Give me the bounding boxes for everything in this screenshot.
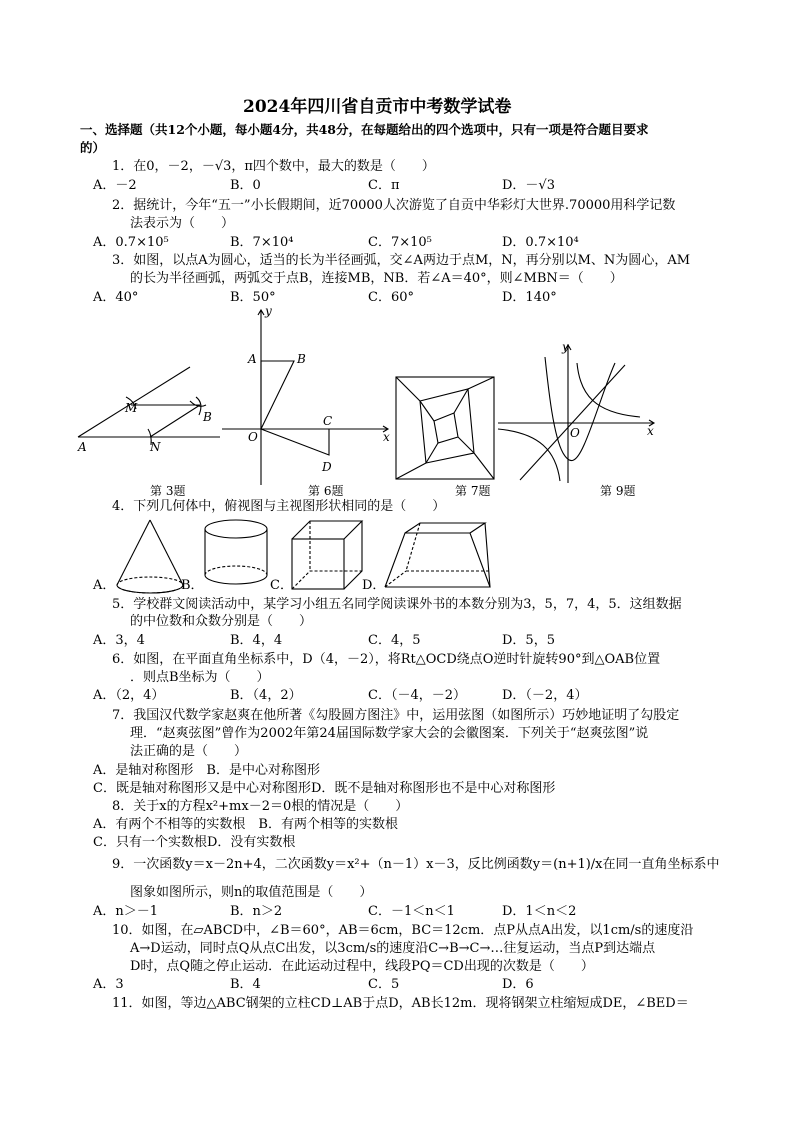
q1-option-b: B．0: [230, 178, 261, 193]
cylinder-solid: [205, 520, 267, 584]
q7-options-cd: C．既是轴对称图形又是中心对称图形D．既不是轴对称图形也不是中心对称图形: [93, 781, 556, 796]
q3-stem-line2: 的长为半径画弧，两弧交于点B，连接MB，NB．若∠A＝40°，则∠MBN＝（ ）: [130, 271, 623, 286]
q6-option-d: D．（－2，4）: [502, 688, 588, 703]
fig6-label-o: O: [248, 430, 258, 444]
q3-option-c: C．60°: [368, 290, 414, 305]
q3-option-a: A．40°: [93, 290, 139, 305]
q6-stem-line1: 6．如图，在平面直角坐标系中，D（4，－2），将Rt△OCD绕点O逆时针旋转90°到△OAB位置: [112, 652, 661, 667]
q10-stem-line2: A→D运动，同时点Q从点C出发，以3cm/s的速度沿C→B→C→…往复运动，当点P到达端点: [130, 941, 656, 956]
fig9-caption: 第 9题: [600, 484, 636, 498]
q7-stem-line2: 理．“赵爽弦图”曾作为2002年第24届国际数学家大会的会徽图案．下列关于“赵爽弦图”说: [130, 726, 649, 741]
q7-options-ab: A．是轴对称图形 B．是中心对称图形: [93, 763, 320, 778]
q10-option-c: C．5: [368, 977, 400, 992]
q4-option-b: B．: [181, 578, 204, 593]
fig3-label-b: B: [203, 410, 212, 424]
q4-option-d: D．: [362, 578, 386, 593]
q6-stem-line2: ．则点B坐标为（ ）: [130, 670, 270, 685]
exam-title: 2024年四川省自贡市中考数学试卷: [243, 97, 512, 117]
q2-option-b: B．7×10⁴: [230, 235, 294, 250]
q4-option-c: C．: [270, 578, 293, 593]
q4-option-a: A．: [93, 578, 116, 593]
q1-option-a: A．－2: [93, 178, 137, 193]
section-heading: 一、选择题（共12个小题，每小题4分，共48分，在每题给出的四个选项中，只有一项是符合题目要求: [80, 122, 649, 137]
fig6-label-y: y: [265, 304, 272, 318]
q10-option-d: D．6: [502, 977, 534, 992]
fig6-caption: 第 6题: [308, 484, 344, 498]
fig9-label-o: O: [570, 426, 580, 440]
q9-option-d: D．1＜n＜2: [502, 904, 577, 919]
q10-option-b: B．4: [230, 977, 261, 992]
fig3-label-m: M: [125, 401, 138, 415]
q8-options-ab: A．有两个不相等的实数根 B．有两个相等的实数根: [93, 817, 398, 832]
q2-option-d: D．0.7×10⁴: [502, 235, 579, 250]
q3-option-d: D．140°: [502, 290, 557, 305]
fig6-label-x: x: [383, 430, 390, 444]
q8-options-cd: C．只有一个实数根D．没有实数根: [93, 835, 296, 850]
q2-stem-line1: 2．据统计，今年“五一”小长假期间，近70000人次游览了自贡中华彩灯大世界.70000用科学记数: [112, 198, 676, 213]
q2-option-c: C．7×10⁵: [368, 235, 432, 250]
q4-stem: 4．下列几何体中，俯视图与主视图形状相同的是（ ）: [112, 499, 446, 514]
figure-3: [77, 367, 220, 498]
q1-option-c: C．π: [368, 178, 400, 193]
q9-stem-line1: 9．一次函数y＝x－2n+4，二次函数y＝x²+（n－1）x－3，反比例函数y＝(n+1)/x在同一直角坐标系中: [112, 857, 720, 872]
q6-option-b: B．（4，2）: [230, 688, 302, 703]
q10-stem-line1: 10．如图，在▱ABCD中，∠B＝60°，AB＝6cm，BC＝12cm．点P从点A出发，以1cm/s的速度沿: [112, 923, 694, 938]
q7-stem-line3: 法正确的是（ ）: [130, 744, 248, 759]
q9-option-c: C．－1＜n＜1: [368, 904, 455, 919]
q5-option-a: A．3，4: [93, 633, 145, 648]
q2-stem-line2: 法表示为（ ）: [130, 216, 235, 231]
q5-option-c: C．4，5: [368, 633, 421, 648]
q5-option-d: D．5，5: [502, 633, 555, 648]
fig6-label-a: A: [248, 352, 257, 366]
cone-solid: [117, 520, 183, 593]
q5-stem-line2: 的中位数和众数分别是（ ）: [130, 614, 313, 629]
q5-option-b: B．4，4: [230, 633, 283, 648]
fig9-label-x: x: [647, 424, 654, 438]
q1-option-d: D．－√3: [502, 178, 555, 193]
q10-option-a: A．3: [93, 977, 124, 992]
cube-solid: [292, 521, 362, 589]
section-heading-cont: 的）: [80, 140, 106, 155]
q9-option-b: B．n＞2: [230, 904, 283, 919]
q8-stem: 8．关于x的方程x²+mx－2＝0根的情况是（ ）: [112, 799, 409, 814]
fig3-label-a: A: [78, 440, 87, 454]
fig6-label-b: B: [297, 352, 306, 366]
q10-stem-line3: D时，点Q随之停止运动．在此运动过程中，线段PQ＝CD出现的次数是（ ）: [130, 959, 594, 974]
q5-stem-line1: 5．学校群文阅读活动中，某学习小组五名同学阅读课外书的本数分别为3，5，7，4，5．这组数据: [112, 597, 682, 612]
figure-7: [396, 377, 494, 498]
q9-stem-line2: 图象如图所示，则n的取值范围是（ ）: [130, 885, 373, 900]
q11-stem-line1: 11．如图，等边△ABC钢架的立柱CD⊥AB于点D，AB长12m．现将钢架立柱缩短成DE，∠BED＝: [112, 996, 689, 1011]
fig7-caption: 第 7题: [455, 484, 491, 498]
fig3-caption: 第 3题: [150, 484, 186, 498]
q6-option-c: C．（－4，－2）: [368, 688, 466, 703]
fig6-label-c: C: [323, 414, 333, 428]
fig9-label-y: y: [562, 340, 569, 354]
q6-option-a: A．（2，4）: [93, 688, 165, 703]
q3-stem-line1: 3．如图，以点A为圆心，适当的长为半径画弧，交∠A两边于点M，N，再分别以M、N为圆心，AM: [112, 253, 691, 268]
frustum-solid: [385, 523, 490, 587]
figures-row: [0, 305, 794, 505]
figure-9: [498, 340, 654, 498]
q3-option-b: B．50°: [230, 290, 276, 305]
fig6-label-d: D: [322, 460, 332, 474]
q1-stem: 1．在0，－2，－√3，π四个数中，最大的数是（ ）: [112, 159, 435, 174]
fig3-label-n: N: [150, 440, 161, 454]
q2-option-a: A．0.7×10⁵: [93, 235, 169, 250]
q4-solids: [0, 515, 794, 595]
q9-option-a: A．n＞－1: [93, 904, 159, 919]
figure-6: [222, 304, 390, 498]
q7-stem-line1: 7．我国汉代数学家赵爽在他所著《勾股圆方图注》中，运用弦图（如图所示）巧妙地证明了勾股定: [112, 708, 680, 723]
